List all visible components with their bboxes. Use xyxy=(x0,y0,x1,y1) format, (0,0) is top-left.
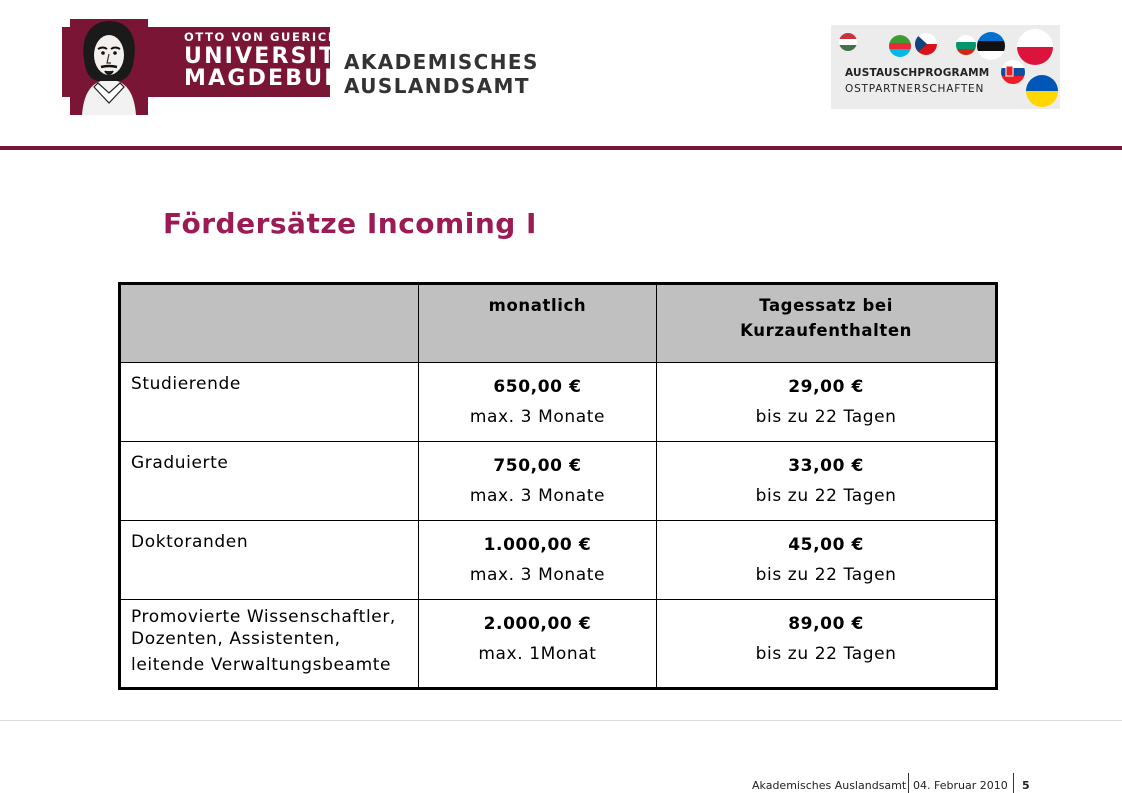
portrait-icon xyxy=(70,19,148,115)
monthly-cell xyxy=(418,442,656,521)
table-row xyxy=(120,363,997,442)
monthly-amount: 1.000,00 € xyxy=(483,535,592,555)
footer-divider xyxy=(0,720,1122,721)
daily-cell xyxy=(657,521,997,600)
footer-date: 04. Februar 2010 xyxy=(913,779,1008,792)
monthly-note: max. 3 Monate xyxy=(469,407,606,427)
daily-cell xyxy=(657,600,997,689)
row-label-line: Studierende xyxy=(131,374,241,394)
footer-separator xyxy=(1013,773,1014,793)
footer-separator xyxy=(908,773,909,793)
table-row xyxy=(120,521,997,600)
monthly-amount: 2.000,00 € xyxy=(483,614,592,634)
daily-note: bis zu 22 Tagen xyxy=(755,644,897,664)
header-cell-monthly: monatlich xyxy=(418,284,656,363)
monthly-amount: 650,00 € xyxy=(493,377,582,397)
table-header-row xyxy=(120,284,997,363)
table-row xyxy=(120,600,997,689)
daily-cell xyxy=(657,442,997,521)
monthly-cell xyxy=(418,363,656,442)
row-label xyxy=(120,442,419,521)
program-logo xyxy=(831,25,1060,109)
daily-note: bis zu 22 Tagen xyxy=(755,565,897,585)
row-label-line: leitende Verwaltungsbeamte xyxy=(131,655,392,675)
footer-office: Akademisches Auslandsamt xyxy=(752,779,907,792)
daily-cell xyxy=(657,363,997,442)
header-cell-empty xyxy=(120,284,419,363)
daily-amount: 89,00 € xyxy=(788,614,864,634)
page-number: 5 xyxy=(1022,779,1030,792)
row-label-line: Graduierte xyxy=(131,453,229,473)
monthly-cell xyxy=(418,521,656,600)
monthly-note: max. 1Monat xyxy=(478,644,597,664)
program-title-line1: AUSTAUSCHPROGRAMM xyxy=(845,67,990,79)
daily-amount: 29,00 € xyxy=(788,377,864,397)
logo-line3: MAGDEBURG xyxy=(184,66,364,91)
university-logo xyxy=(62,22,539,118)
daily-note: bis zu 22 Tagen xyxy=(755,486,897,506)
daily-amount: 33,00 € xyxy=(788,456,864,476)
program-title-line2: OSTPARTNERSCHAFTEN xyxy=(845,83,985,95)
funding-rates-table xyxy=(118,282,998,690)
row-label xyxy=(120,521,419,600)
daily-amount: 45,00 € xyxy=(788,535,864,555)
office-line2: AUSLANDSAMT xyxy=(344,74,530,98)
table-row xyxy=(120,442,997,521)
row-label-line: Doktoranden xyxy=(131,532,249,552)
monthly-cell xyxy=(418,600,656,689)
header-daily-label: Tagessatz bei Kurzaufenthalten xyxy=(740,296,913,340)
row-label-line: Dozenten, Assistenten, xyxy=(131,629,341,649)
header-cell-daily xyxy=(657,284,997,363)
row-label-line: Promovierte Wissenschaftler, xyxy=(131,607,396,627)
daily-note: bis zu 22 Tagen xyxy=(755,407,897,427)
logo-line1: OTTO VON GUERICKE xyxy=(184,30,348,44)
page-title: Fördersätze Incoming I xyxy=(163,207,537,240)
monthly-note: max. 3 Monate xyxy=(469,486,606,506)
row-label xyxy=(120,600,419,689)
row-label xyxy=(120,363,419,442)
monthly-amount: 750,00 € xyxy=(493,456,582,476)
logo-line2: UNIVERSITÄT xyxy=(184,44,370,69)
header-divider xyxy=(0,146,1122,150)
monthly-note: max. 3 Monate xyxy=(469,565,606,585)
office-line1: AKADEMISCHES xyxy=(344,50,539,74)
